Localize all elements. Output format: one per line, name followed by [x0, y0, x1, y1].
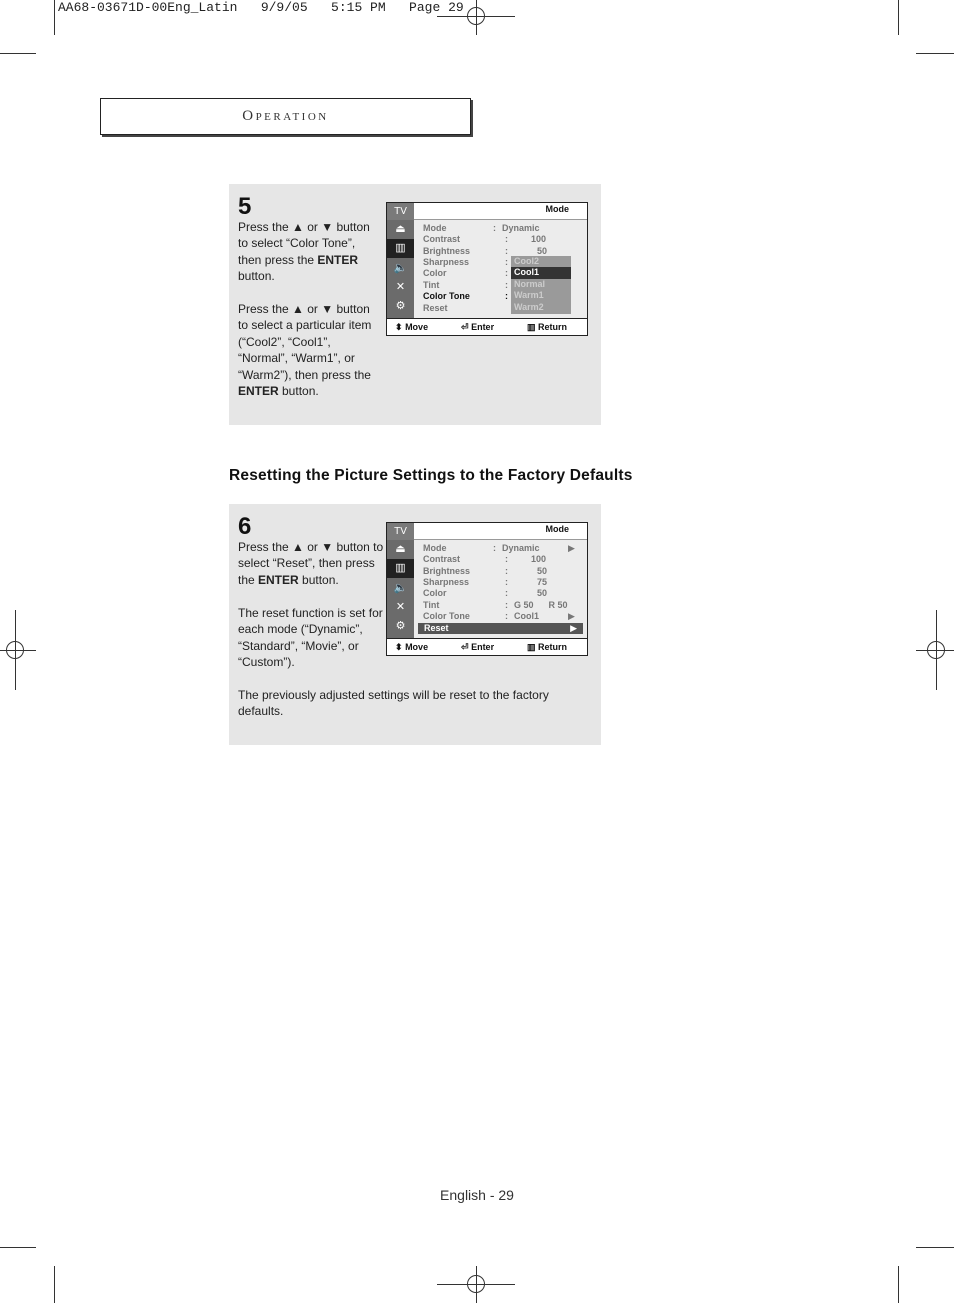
- menu-row-value: 50: [537, 246, 548, 256]
- registration-mark-icon: [467, 1275, 485, 1293]
- dropdown-option[interactable]: Normal: [514, 278, 546, 289]
- step-number: 6: [238, 513, 252, 540]
- updown-icon: ⬍: [395, 322, 403, 332]
- setup-icon: ⚙: [395, 300, 406, 312]
- sound-icon: 🔈: [393, 262, 408, 274]
- menu-footer: [387, 318, 587, 335]
- enter-icon: ⏎: [461, 322, 469, 332]
- step-6-panel: [229, 504, 601, 745]
- return-hint: ▥ Return: [527, 642, 568, 652]
- section-heading: Resetting the Picture Settings to the Factory Defaults: [229, 467, 633, 484]
- menu-row-label: Tint: [423, 280, 440, 290]
- step-6-instruction-1: Press the ▲ or ▼ button to select “Reset”, then press the ENTER button.: [238, 540, 384, 587]
- dropdown-option-selected[interactable]: Cool1: [511, 267, 571, 278]
- menu-row-value: 100: [531, 554, 547, 564]
- enter-hint: ⏎ Enter: [461, 642, 495, 652]
- picture-icon: ▥: [387, 559, 414, 578]
- page-number: English - 29: [440, 1187, 514, 1203]
- menu-row-label: Sharpness: [423, 577, 470, 587]
- crop-mark: [898, 0, 899, 35]
- dropdown-option[interactable]: Cool2: [514, 256, 540, 266]
- menu-row-label: Color: [423, 268, 447, 278]
- tv-label: TV: [387, 523, 414, 540]
- colon: :: [505, 611, 508, 621]
- menu-row-value: 50: [537, 588, 548, 598]
- menu-row-label: Contrast: [423, 234, 461, 244]
- menu-title: Mode: [545, 204, 569, 214]
- print-slug: AA68-03671D-00Eng_Latin 9/9/05 5:15 PM Page 29: [58, 0, 464, 15]
- colon: :: [505, 257, 508, 267]
- step-6-note-1: The reset function is set for each mode (“Dynamic”, “Standard”, “Movie”, or “Custom”).: [238, 606, 383, 670]
- menu-row-value: 75: [537, 577, 548, 587]
- crop-mark: [916, 1247, 954, 1248]
- menu-row-value: Dynamic: [502, 223, 540, 233]
- channel-icon: ✕: [395, 281, 406, 293]
- tv-menu-screen: [386, 202, 588, 336]
- registration-mark-icon: [6, 641, 24, 659]
- step-number: 5: [238, 193, 252, 220]
- colon: :: [505, 554, 508, 564]
- section-title: Operation: [242, 108, 329, 124]
- sound-icon: 🔈: [393, 582, 408, 594]
- crop-mark: [0, 53, 36, 54]
- colon: :: [505, 588, 508, 598]
- colon: :: [505, 577, 508, 587]
- step-6-note-2: The previously adjusted settings will be reset to the factory defaults.: [238, 688, 549, 719]
- menu-title: Mode: [545, 524, 569, 534]
- menu-row-value: Dynamic: [502, 543, 540, 553]
- menu-row-label: Sharpness: [423, 257, 470, 267]
- colon: :: [493, 543, 496, 553]
- colon: :: [505, 291, 508, 301]
- menu-row-value: G 50 R 50: [514, 600, 568, 610]
- colon: :: [493, 223, 496, 233]
- return-hint: ▥ Return: [527, 322, 568, 332]
- color-tone-dropdown[interactable]: [511, 256, 571, 314]
- menu-sidebar: [387, 203, 414, 319]
- menu-row-label: Mode: [423, 223, 447, 233]
- crop-mark: [898, 1266, 899, 1303]
- colon: :: [505, 246, 508, 256]
- step-5-instruction-1: Press the ▲ or ▼ button to select “Color Tone”, then press the ENTER button.: [238, 220, 370, 284]
- crop-mark: [0, 1247, 36, 1248]
- crop-mark: [916, 53, 954, 54]
- menu-row-label: Brightness: [423, 566, 471, 576]
- menu-row-label[interactable]: Color Tone: [423, 291, 470, 301]
- registration-mark-icon: [927, 641, 945, 659]
- menu-row-label: Reset: [424, 623, 449, 633]
- move-hint: ⬍ Move: [395, 322, 429, 332]
- enter-icon: ⏎: [461, 642, 469, 652]
- menu-row-label: Tint: [423, 600, 440, 610]
- menu-row-label: Color Tone: [423, 611, 470, 621]
- dropdown-option[interactable]: Warm2: [514, 301, 544, 312]
- crop-mark: [54, 1266, 55, 1303]
- colon: :: [505, 600, 508, 610]
- enter-hint: ⏎ Enter: [461, 322, 495, 332]
- menu-row-label: Reset: [423, 303, 448, 313]
- colon: :: [505, 268, 508, 278]
- menu-sidebar: [387, 523, 414, 639]
- menu-row-label: Brightness: [423, 246, 471, 256]
- menu-row-label: Mode: [423, 543, 447, 553]
- colon: :: [505, 566, 508, 576]
- menu-row-label: Contrast: [423, 554, 461, 564]
- tv-menu-screen: [386, 522, 588, 656]
- return-icon: ▥: [527, 642, 536, 652]
- submenu-arrow-icon: ▶: [568, 543, 575, 553]
- tv-label: TV: [387, 203, 414, 220]
- menu-footer: [387, 638, 587, 655]
- return-icon: ▥: [527, 322, 536, 332]
- updown-icon: ⬍: [395, 642, 403, 652]
- step-5-instruction-2: Press the ▲ or ▼ button to select a particular item (“Cool2”, “Cool1”, “Normal”, “Warm1”, or “Warm2”), then press the ENTER button.: [238, 302, 372, 399]
- menu-row-label: Color: [423, 588, 447, 598]
- menu-row-reset-selected[interactable]: [418, 623, 583, 634]
- channel-icon: ✕: [395, 601, 406, 613]
- menu-row-value: Cool1: [514, 611, 540, 621]
- section-header: [100, 98, 471, 135]
- input-icon: ⏏: [395, 543, 406, 555]
- colon: :: [505, 280, 508, 290]
- submenu-arrow-icon: ▶: [570, 623, 577, 633]
- picture-icon: ▥: [387, 239, 414, 258]
- colon: :: [505, 234, 508, 244]
- menu-row-value: 50: [537, 566, 548, 576]
- step-5-panel: [229, 184, 601, 425]
- registration-mark-icon: [467, 7, 485, 25]
- dropdown-option[interactable]: Warm1: [514, 290, 544, 301]
- setup-icon: ⚙: [395, 620, 406, 632]
- submenu-arrow-icon: ▶: [568, 611, 575, 621]
- menu-row-value: 100: [531, 234, 547, 244]
- input-icon: ⏏: [395, 223, 406, 235]
- move-hint: ⬍ Move: [395, 642, 429, 652]
- crop-mark: [54, 0, 55, 35]
